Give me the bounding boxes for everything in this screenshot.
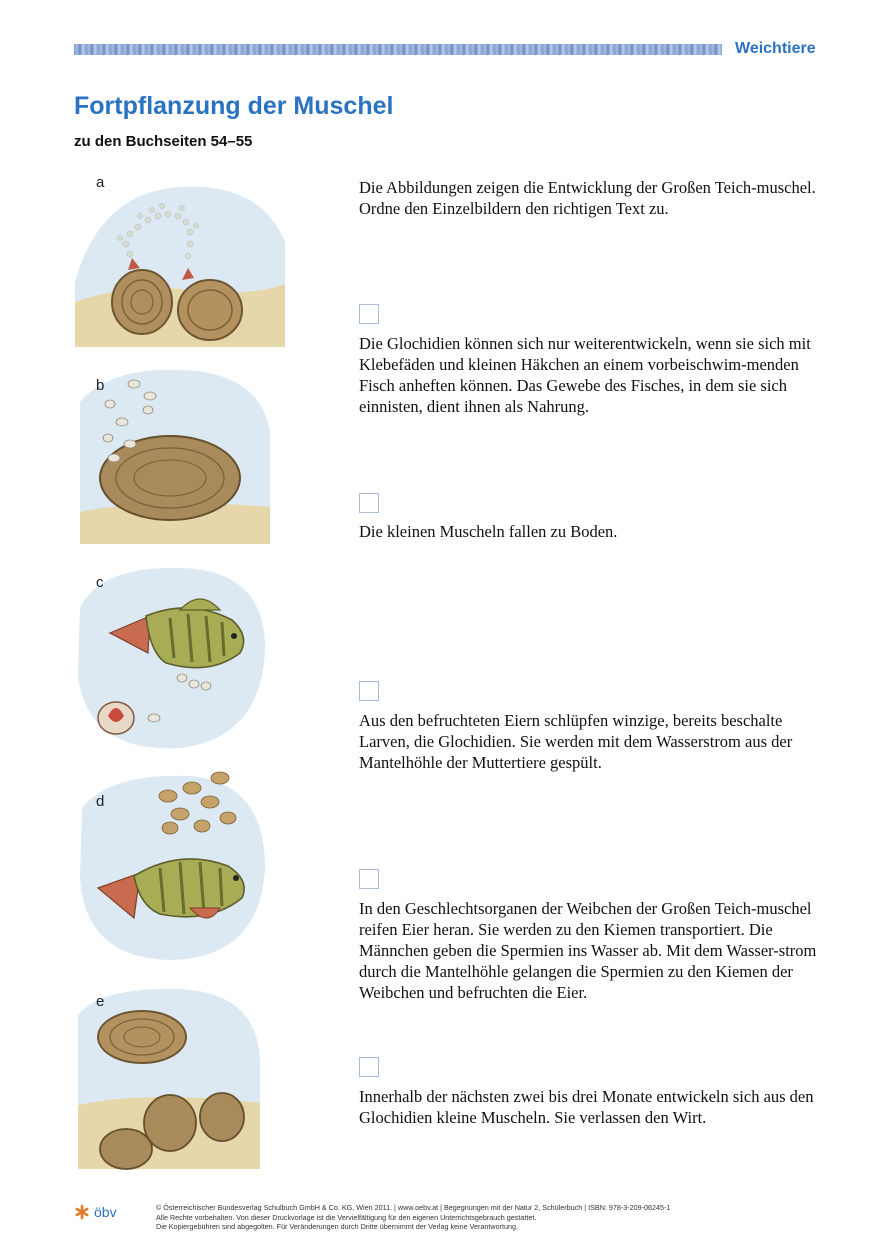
figure-letter-d: d: [96, 793, 105, 810]
figure-letter-b: b: [96, 377, 105, 394]
figure-e: [70, 985, 265, 1170]
footer-line-3: Die Kopiergebühren sind abgegolten. Für Veränderungen durch Dritte übernimmt der Verlag keine Verantwortung.: [156, 1222, 518, 1231]
answer-checkbox-3[interactable]: [359, 681, 379, 701]
answer-checkbox-4[interactable]: [359, 869, 379, 889]
publisher-logo: [74, 1204, 117, 1220]
figure-letter-e: e: [96, 993, 105, 1010]
publisher-logo-text: öbv: [94, 1204, 117, 1220]
footer-line-2: Alle Rechte vorbehalten. Von dieser Druckvorlage ist die Vervielfältigung für den eigenen Unterrichtsgebrauch gestattet.: [156, 1212, 537, 1222]
section-tag: Weichtiere: [735, 40, 816, 57]
answer-checkbox-2[interactable]: [359, 493, 379, 513]
text-block-1: Die Glochidien können sich nur weiterentwickeln, wenn sie sich mit Klebefäden und kleinen Häkchen an einem vorbeischwim-menden Fisch anheften können. Das Gewebe des Fisches, in dem sie sich einnisten, dient ihnen als Nahrung.: [359, 334, 811, 416]
intro-text: Die Abbildungen zeigen die Entwicklung der Großen Teich-muschel. Ordne den Einzelbildern den richtigen Text zu.: [359, 178, 816, 218]
answer-checkbox-5[interactable]: [359, 1057, 379, 1077]
young-mussels-falling-illustration: [70, 985, 265, 1170]
figure-letter-c: c: [96, 574, 104, 591]
figure-letter-a: a: [96, 174, 105, 191]
footer-line-1: © Österreichischer Bundesverlag Schulbuch GmbH & Co. KG, Wien 2011. | www.oebv.at | Begegnungen mit der Natur 2, Schülerbuch | ISBN: 978-3-209-06245-1: [156, 1203, 671, 1212]
text-block-4: In den Geschlechtsorganen der Weibchen der Großen Teich-muschel reifen Eier heran. Sie werden zu den Kiemen transportiert. Die Männchen geben die Spermien ins Wasser ab. Mit dem Wasser-strom durch die Mantelhöhle gelangen die Spermien zu den Kiemen der Weibchen und befruchten die Eier.: [359, 899, 817, 1002]
figure-a: [70, 172, 290, 352]
text-block-2: Die kleinen Muscheln fallen zu Boden.: [359, 522, 618, 541]
header-band: [74, 44, 722, 55]
page-subtitle: zu den Buchseiten 54–55: [74, 133, 253, 150]
text-block-3: Aus den befruchteten Eiern schlüpfen winzige, bereits beschalte Larven, die Glochidien. Sie werden mit dem Wasserstrom aus der Mantelhöhle der Muttertiere gespült.: [359, 711, 793, 772]
footer-copyright: [156, 1203, 856, 1232]
asterisk-icon: [74, 1204, 90, 1220]
page-title: Fortpflanzung der Muschel: [74, 92, 394, 120]
mussels-releasing-glochidia-illustration: [70, 172, 290, 352]
text-block-5: Innerhalb der nächsten zwei bis drei Monate entwickeln sich aus den Glochidien kleine Muscheln. Sie verlassen den Wirt.: [359, 1087, 814, 1127]
answer-checkbox-1[interactable]: [359, 304, 379, 324]
